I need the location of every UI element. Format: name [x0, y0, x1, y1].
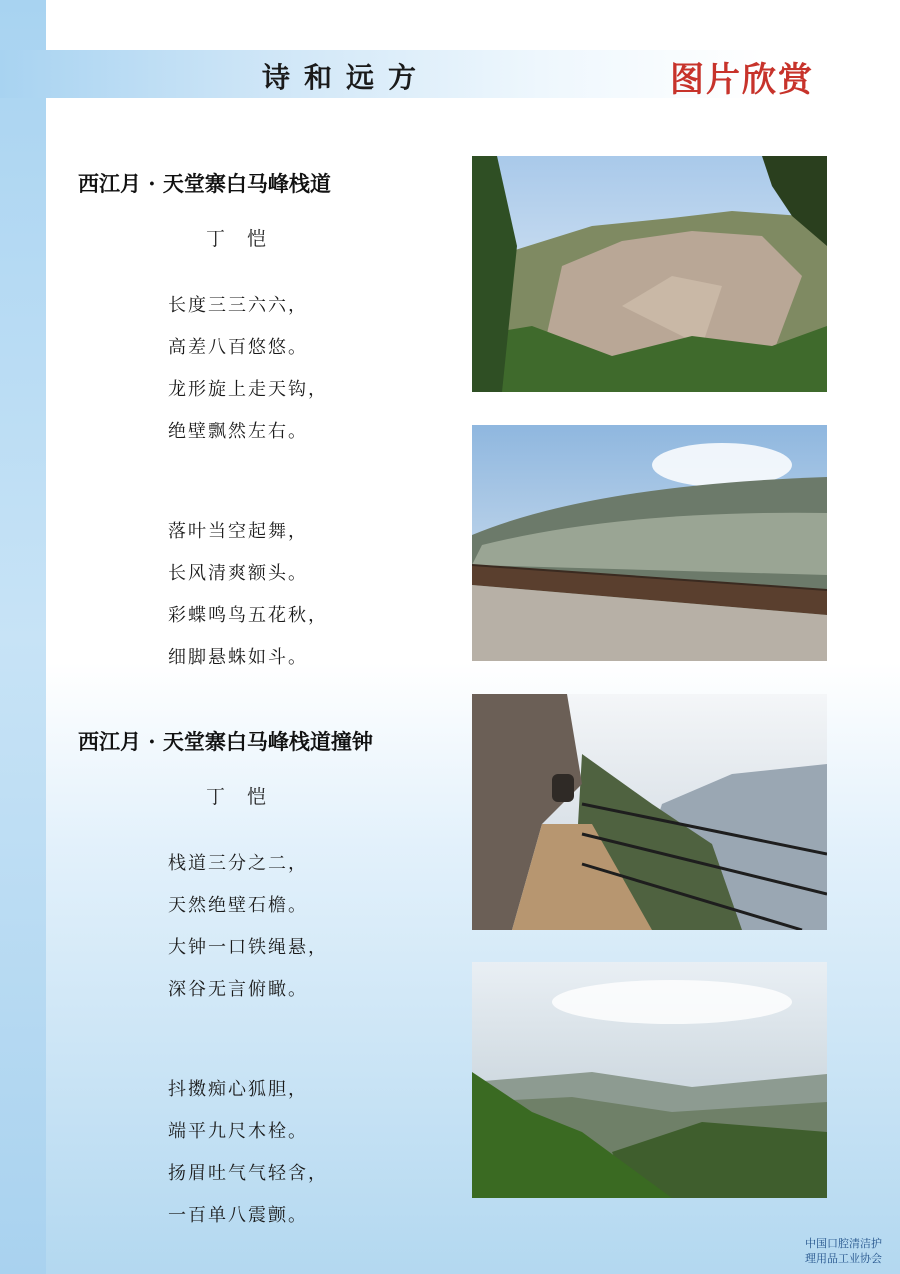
- poem-line: 扬眉吐气气轻含，: [168, 1163, 328, 1184]
- poem-line: 抖擞痴心狐胆，: [168, 1079, 308, 1100]
- poem-line: 大钟一口铁绳悬，: [168, 937, 328, 958]
- poem-stanza: [168, 843, 468, 1011]
- poem-line: 落叶当空起舞，: [168, 521, 308, 542]
- poem-1: [78, 168, 468, 679]
- section-tag: 图片欣赏: [670, 60, 814, 100]
- photo-cliff-boardwalk: [472, 694, 827, 930]
- poem-line: 高差八百悠悠。: [168, 337, 308, 358]
- poem-line: 一百单八震颤。: [168, 1205, 308, 1226]
- poem-line: 长度三三六六，: [168, 295, 308, 316]
- page-title: 诗和远方: [262, 61, 431, 94]
- poem-line: 栈道三分之二，: [168, 853, 308, 874]
- photo-mountain-cliffs: [472, 156, 827, 392]
- poem-line: 深谷无言俯瞰。: [168, 979, 308, 1000]
- photo-valley-view: [472, 962, 827, 1198]
- footer-org-line: 中国口腔清洁护: [805, 1237, 882, 1250]
- poem-stanza: [168, 1069, 468, 1237]
- poem-title: 西江月 · 天堂寨白马峰栈道: [78, 171, 331, 196]
- poem-line: 长风清爽额头。: [168, 563, 308, 584]
- poem-line: 龙形旋上走天钩，: [168, 379, 328, 400]
- poem-stanza: [168, 285, 468, 453]
- photo-granite-walkway: [472, 425, 827, 661]
- poem-stanza: [168, 511, 468, 679]
- poem-line: 绝壁飘然左右。: [168, 421, 308, 442]
- left-decor-strip: [0, 0, 46, 1274]
- poem-line: 端平九尺木栓。: [168, 1121, 308, 1142]
- poem-author: 丁 恺: [206, 786, 275, 808]
- poem-line: 彩蝶鸣鸟五花秋，: [168, 605, 328, 626]
- poem-author: 丁 恺: [206, 228, 275, 250]
- poem-line: 天然绝壁石檐。: [168, 895, 308, 916]
- poem-2: [78, 726, 468, 1237]
- footer-org-line: 理用品工业协会: [805, 1252, 882, 1265]
- poem-line: 细脚悬蛛如斗。: [168, 647, 308, 668]
- poem-title: 西江月 · 天堂寨白马峰栈道撞钟: [78, 729, 373, 754]
- footer-organization: [805, 1236, 882, 1266]
